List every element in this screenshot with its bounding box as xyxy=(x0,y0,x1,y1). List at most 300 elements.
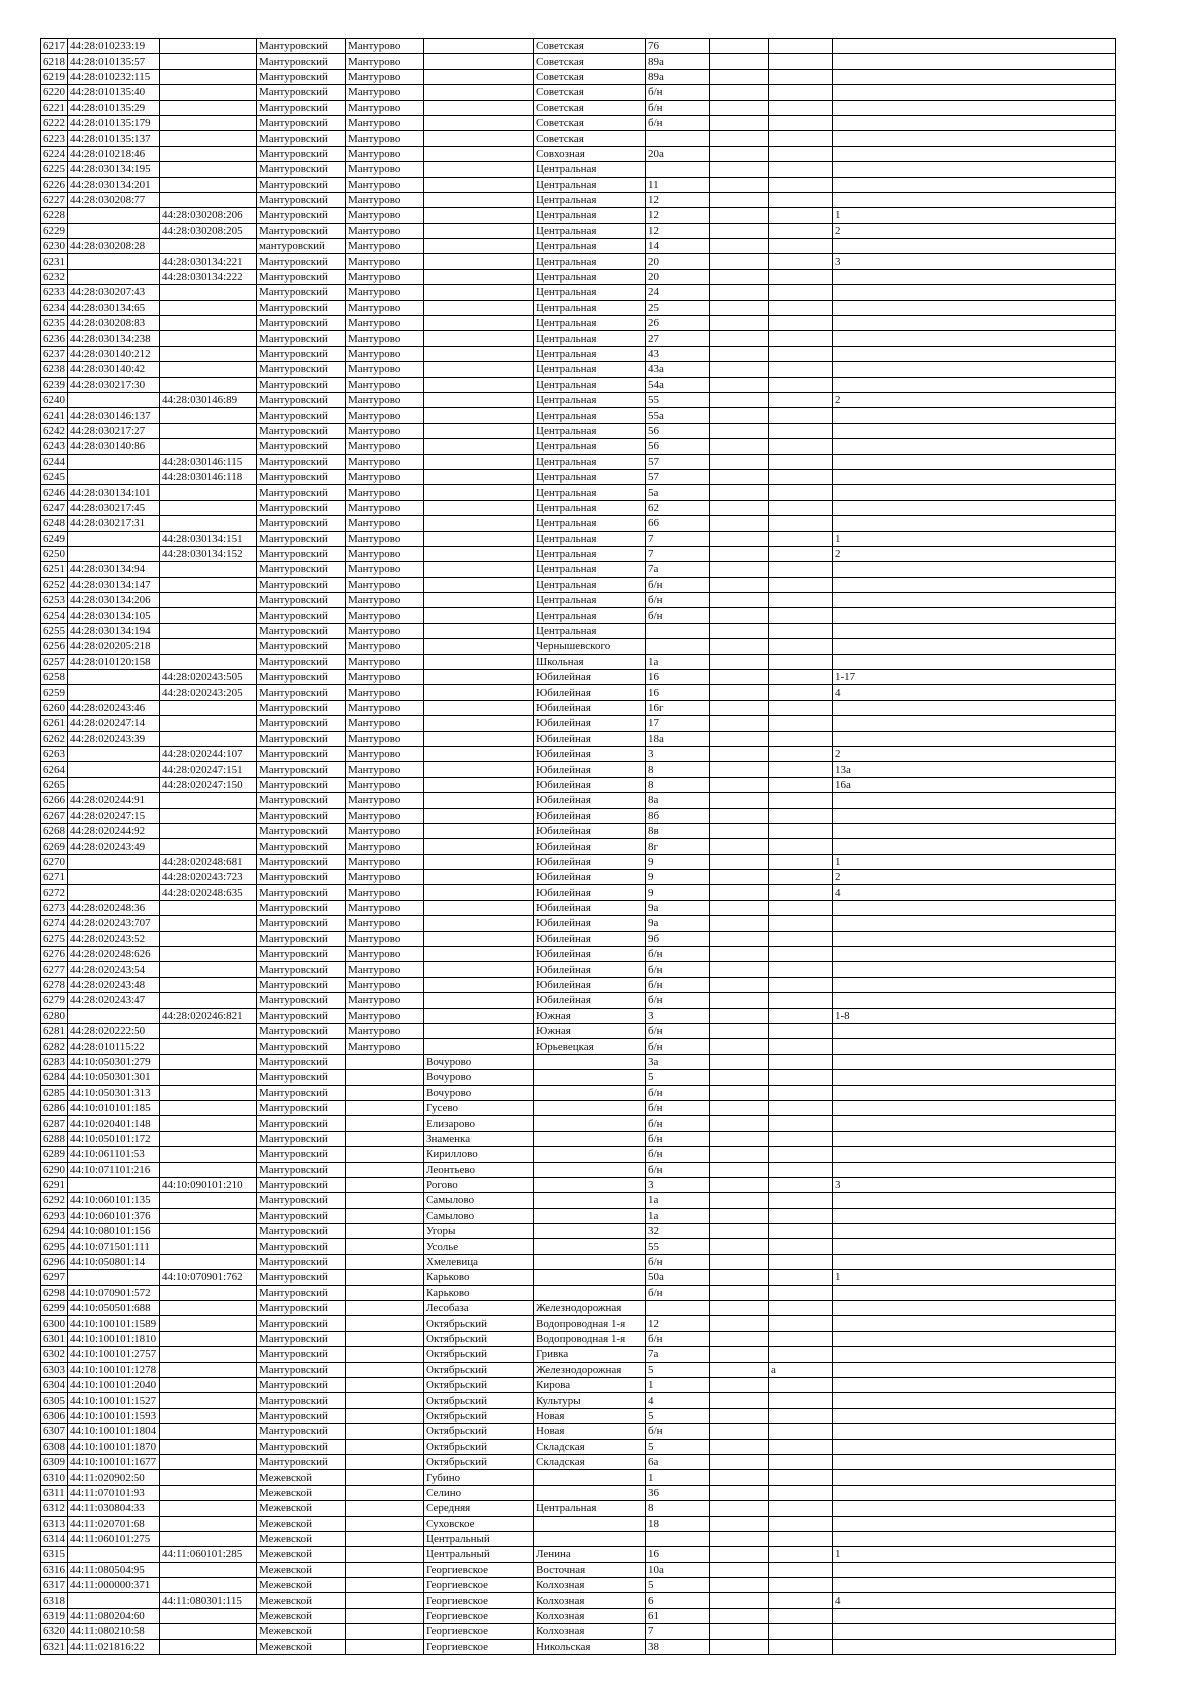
cadastral-number-cell xyxy=(68,454,160,469)
cadastral-number-cell: 44:28:010233:19 xyxy=(68,39,160,54)
street-cell xyxy=(534,1270,646,1285)
district-cell: Мантуровский xyxy=(257,1331,346,1346)
letter-cell xyxy=(769,39,833,54)
settlement-cell xyxy=(424,146,534,161)
city-cell: Мантурово xyxy=(346,239,424,254)
district-cell: Мантуровский xyxy=(257,608,346,623)
building-cell xyxy=(710,670,769,685)
cadastral-number-cell: 44:28:030217:45 xyxy=(68,500,160,515)
apartment-cell: 2 xyxy=(833,392,1116,407)
table-row xyxy=(41,146,1116,161)
parent-cadastral-cell: 44:28:020248:635 xyxy=(160,885,257,900)
row-number-cell: 6313 xyxy=(41,1516,68,1531)
building-cell xyxy=(710,1624,769,1639)
table-row xyxy=(41,1208,1116,1223)
building-cell xyxy=(710,762,769,777)
row-number-cell: 6296 xyxy=(41,1254,68,1269)
apartment-cell xyxy=(833,639,1116,654)
table-row xyxy=(41,408,1116,423)
table-row xyxy=(41,485,1116,500)
row-number-cell: 6255 xyxy=(41,623,68,638)
table-row xyxy=(41,1285,1116,1300)
table-row xyxy=(41,1147,1116,1162)
parent-cadastral-cell: 44:28:030146:89 xyxy=(160,392,257,407)
apartment-cell xyxy=(833,577,1116,592)
table-row xyxy=(41,1562,1116,1577)
settlement-cell xyxy=(424,716,534,731)
row-number-cell: 6249 xyxy=(41,531,68,546)
row-number-cell: 6245 xyxy=(41,469,68,484)
house-cell: 14 xyxy=(646,239,710,254)
building-cell xyxy=(710,54,769,69)
table-row xyxy=(41,192,1116,207)
street-cell xyxy=(534,1485,646,1500)
house-cell: б/н xyxy=(646,1024,710,1039)
row-number-cell: 6251 xyxy=(41,562,68,577)
cadastral-number-cell: 44:28:010115:22 xyxy=(68,1039,160,1054)
parent-cadastral-cell: 44:10:090101:210 xyxy=(160,1177,257,1192)
row-number-cell: 6295 xyxy=(41,1239,68,1254)
cadastral-number-cell: 44:11:080504:95 xyxy=(68,1562,160,1577)
building-cell xyxy=(710,977,769,992)
cadastral-number-cell: 44:28:030134:105 xyxy=(68,608,160,623)
row-number-cell: 6312 xyxy=(41,1501,68,1516)
cadastral-number-cell: 44:28:030134:65 xyxy=(68,300,160,315)
letter-cell xyxy=(769,762,833,777)
parent-cadastral-cell xyxy=(160,1224,257,1239)
street-cell: Центральная xyxy=(534,562,646,577)
apartment-cell xyxy=(833,1439,1116,1454)
house-cell: 50а xyxy=(646,1270,710,1285)
city-cell xyxy=(346,1085,424,1100)
table-row xyxy=(41,931,1116,946)
district-cell: Мантуровский xyxy=(257,500,346,515)
settlement-cell: Самылово xyxy=(424,1208,534,1223)
district-cell: Мантуровский xyxy=(257,54,346,69)
cadastral-number-cell xyxy=(68,1177,160,1192)
apartment-cell xyxy=(833,131,1116,146)
cadastral-number-cell xyxy=(68,392,160,407)
apartment-cell: 4 xyxy=(833,1593,1116,1608)
parent-cadastral-cell xyxy=(160,1624,257,1639)
apartment-cell xyxy=(833,1239,1116,1254)
settlement-cell: Центральный xyxy=(424,1547,534,1562)
street-cell: Центральная xyxy=(534,269,646,284)
street-cell xyxy=(534,1531,646,1546)
table-row xyxy=(41,1501,1116,1516)
building-cell xyxy=(710,700,769,715)
row-number-cell: 6259 xyxy=(41,685,68,700)
district-cell: Мантуровский xyxy=(257,546,346,561)
cadastral-number-cell: 44:28:010135:137 xyxy=(68,131,160,146)
letter-cell xyxy=(769,1439,833,1454)
registry-body xyxy=(41,39,1116,1655)
letter-cell xyxy=(769,439,833,454)
apartment-cell: 1-17 xyxy=(833,670,1116,685)
city-cell xyxy=(346,1424,424,1439)
district-cell: Мантуровский xyxy=(257,1377,346,1392)
building-cell xyxy=(710,1516,769,1531)
district-cell: Мантуровский xyxy=(257,839,346,854)
district-cell: Мантуровский xyxy=(257,454,346,469)
building-cell xyxy=(710,823,769,838)
letter-cell xyxy=(769,1070,833,1085)
house-cell: 38 xyxy=(646,1639,710,1654)
apartment-cell xyxy=(833,516,1116,531)
street-cell: Центральная xyxy=(534,408,646,423)
row-number-cell: 6319 xyxy=(41,1608,68,1623)
row-number-cell: 6277 xyxy=(41,962,68,977)
street-cell: Центральная xyxy=(534,546,646,561)
city-cell: Мантурово xyxy=(346,177,424,192)
city-cell: Мантурово xyxy=(346,839,424,854)
district-cell: Мантуровский xyxy=(257,208,346,223)
table-row xyxy=(41,762,1116,777)
building-cell xyxy=(710,1470,769,1485)
city-cell: Мантурово xyxy=(346,223,424,238)
apartment-cell xyxy=(833,1147,1116,1162)
cadastral-number-cell xyxy=(68,746,160,761)
apartment-cell: 2 xyxy=(833,746,1116,761)
district-cell: Межевской xyxy=(257,1547,346,1562)
house-cell: 1а xyxy=(646,654,710,669)
district-cell: Мантуровский xyxy=(257,947,346,962)
settlement-cell: Карьково xyxy=(424,1285,534,1300)
building-cell xyxy=(710,1439,769,1454)
city-cell: Мантурово xyxy=(346,1008,424,1023)
parent-cadastral-cell xyxy=(160,1316,257,1331)
letter-cell xyxy=(769,531,833,546)
apartment-cell xyxy=(833,1424,1116,1439)
settlement-cell: Октябрьский xyxy=(424,1362,534,1377)
building-cell xyxy=(710,577,769,592)
building-cell xyxy=(710,685,769,700)
apartment-cell xyxy=(833,115,1116,130)
city-cell xyxy=(346,1131,424,1146)
table-row xyxy=(41,100,1116,115)
settlement-cell xyxy=(424,777,534,792)
parent-cadastral-cell xyxy=(160,69,257,84)
settlement-cell xyxy=(424,623,534,638)
letter-cell xyxy=(769,1331,833,1346)
settlement-cell xyxy=(424,746,534,761)
street-cell: Советская xyxy=(534,54,646,69)
table-row xyxy=(41,54,1116,69)
row-number-cell: 6286 xyxy=(41,1100,68,1115)
district-cell: Мантуровский xyxy=(257,269,346,284)
street-cell xyxy=(534,1470,646,1485)
table-row xyxy=(41,1239,1116,1254)
parent-cadastral-cell: 44:28:030208:205 xyxy=(160,223,257,238)
street-cell: Гривка xyxy=(534,1347,646,1362)
house-cell: 56 xyxy=(646,439,710,454)
city-cell: Мантурово xyxy=(346,593,424,608)
house-cell: 4 xyxy=(646,1393,710,1408)
cadastral-number-cell: 44:11:000000:371 xyxy=(68,1578,160,1593)
street-cell xyxy=(534,1162,646,1177)
city-cell xyxy=(346,1393,424,1408)
district-cell: Мантуровский xyxy=(257,439,346,454)
cadastral-number-cell: 44:28:030140:42 xyxy=(68,362,160,377)
cadastral-number-cell: 44:10:050301:301 xyxy=(68,1070,160,1085)
house-cell: 8г xyxy=(646,839,710,854)
row-number-cell: 6282 xyxy=(41,1039,68,1054)
letter-cell xyxy=(769,69,833,84)
parent-cadastral-cell: 44:28:020247:150 xyxy=(160,777,257,792)
cadastral-number-cell: 44:28:030134:206 xyxy=(68,593,160,608)
parent-cadastral-cell xyxy=(160,377,257,392)
row-number-cell: 6292 xyxy=(41,1193,68,1208)
cadastral-number-cell: 44:10:100101:1677 xyxy=(68,1454,160,1469)
district-cell: Мантуровский xyxy=(257,962,346,977)
table-row xyxy=(41,1254,1116,1269)
apartment-cell xyxy=(833,562,1116,577)
parent-cadastral-cell xyxy=(160,1393,257,1408)
letter-cell xyxy=(769,1408,833,1423)
apartment-cell xyxy=(833,192,1116,207)
parent-cadastral-cell xyxy=(160,900,257,915)
street-cell xyxy=(534,1193,646,1208)
apartment-cell xyxy=(833,362,1116,377)
settlement-cell xyxy=(424,285,534,300)
building-cell xyxy=(710,593,769,608)
city-cell: Мантурово xyxy=(346,1039,424,1054)
apartment-cell xyxy=(833,839,1116,854)
district-cell: Межевской xyxy=(257,1593,346,1608)
district-cell: Мантуровский xyxy=(257,593,346,608)
house-cell xyxy=(646,162,710,177)
city-cell: Мантурово xyxy=(346,916,424,931)
apartment-cell xyxy=(833,654,1116,669)
house-cell: 17 xyxy=(646,716,710,731)
building-cell xyxy=(710,900,769,915)
apartment-cell: 2 xyxy=(833,870,1116,885)
apartment-cell xyxy=(833,239,1116,254)
building-cell xyxy=(710,39,769,54)
cadastral-number-cell: 44:10:100101:1870 xyxy=(68,1439,160,1454)
apartment-cell xyxy=(833,85,1116,100)
district-cell: Мантуровский xyxy=(257,346,346,361)
table-row xyxy=(41,516,1116,531)
row-number-cell: 6320 xyxy=(41,1624,68,1639)
district-cell: Межевской xyxy=(257,1624,346,1639)
settlement-cell xyxy=(424,885,534,900)
house-cell: 8 xyxy=(646,762,710,777)
letter-cell xyxy=(769,346,833,361)
letter-cell xyxy=(769,870,833,885)
district-cell: Мантуровский xyxy=(257,331,346,346)
apartment-cell xyxy=(833,1100,1116,1115)
settlement-cell xyxy=(424,39,534,54)
building-cell xyxy=(710,85,769,100)
parent-cadastral-cell xyxy=(160,177,257,192)
letter-cell xyxy=(769,54,833,69)
settlement-cell: Георгиевское xyxy=(424,1578,534,1593)
district-cell: Мантуровский xyxy=(257,670,346,685)
street-cell: Центральная xyxy=(534,423,646,438)
letter-cell xyxy=(769,1239,833,1254)
house-cell: 32 xyxy=(646,1224,710,1239)
table-row xyxy=(41,1393,1116,1408)
cadastral-number-cell: 44:28:010232:115 xyxy=(68,69,160,84)
parent-cadastral-cell xyxy=(160,300,257,315)
settlement-cell xyxy=(424,608,534,623)
house-cell: 5 xyxy=(646,1362,710,1377)
city-cell: Мантурово xyxy=(346,639,424,654)
settlement-cell: Елизарово xyxy=(424,1116,534,1131)
district-cell: Межевской xyxy=(257,1516,346,1531)
district-cell: Мантуровский xyxy=(257,316,346,331)
apartment-cell xyxy=(833,408,1116,423)
district-cell: Мантуровский xyxy=(257,762,346,777)
settlement-cell: Самылово xyxy=(424,1193,534,1208)
street-cell: Железнодорожная xyxy=(534,1362,646,1377)
table-row xyxy=(41,639,1116,654)
settlement-cell: Вочурово xyxy=(424,1085,534,1100)
street-cell: Водопроводная 1-я xyxy=(534,1331,646,1346)
street-cell: Юбилейная xyxy=(534,777,646,792)
city-cell xyxy=(346,1531,424,1546)
table-row xyxy=(41,608,1116,623)
cadastral-number-cell: 44:28:020243:54 xyxy=(68,962,160,977)
row-number-cell: 6241 xyxy=(41,408,68,423)
building-cell xyxy=(710,1270,769,1285)
cadastral-number-cell: 44:11:080204:60 xyxy=(68,1608,160,1623)
settlement-cell: Октябрьский xyxy=(424,1316,534,1331)
apartment-cell: 3 xyxy=(833,254,1116,269)
parent-cadastral-cell xyxy=(160,408,257,423)
table-row xyxy=(41,1424,1116,1439)
cadastral-number-cell xyxy=(68,685,160,700)
street-cell: Советская xyxy=(534,39,646,54)
table-row xyxy=(41,716,1116,731)
district-cell: Мантуровский xyxy=(257,823,346,838)
house-cell: 8а xyxy=(646,793,710,808)
house-cell: 7а xyxy=(646,1347,710,1362)
letter-cell xyxy=(769,900,833,915)
apartment-cell xyxy=(833,608,1116,623)
district-cell: Мантуровский xyxy=(257,254,346,269)
building-cell xyxy=(710,1424,769,1439)
street-cell: Совхозная xyxy=(534,146,646,161)
district-cell: Мантуровский xyxy=(257,977,346,992)
letter-cell xyxy=(769,685,833,700)
settlement-cell xyxy=(424,993,534,1008)
street-cell: Центральная xyxy=(534,331,646,346)
settlement-cell xyxy=(424,439,534,454)
street-cell: Чернышевского xyxy=(534,639,646,654)
table-row xyxy=(41,208,1116,223)
house-cell: 54а xyxy=(646,377,710,392)
district-cell: Мантуровский xyxy=(257,1162,346,1177)
street-cell: Центральная xyxy=(534,300,646,315)
building-cell xyxy=(710,1501,769,1516)
table-row xyxy=(41,1531,1116,1546)
letter-cell xyxy=(769,1454,833,1469)
parent-cadastral-cell: 44:28:020243:205 xyxy=(160,685,257,700)
street-cell: Юбилейная xyxy=(534,962,646,977)
settlement-cell xyxy=(424,531,534,546)
street-cell: Юбилейная xyxy=(534,993,646,1008)
street-cell: Никольская xyxy=(534,1639,646,1654)
row-number-cell: 6217 xyxy=(41,39,68,54)
district-cell: Мантуровский xyxy=(257,716,346,731)
table-row xyxy=(41,531,1116,546)
letter-cell xyxy=(769,500,833,515)
district-cell: Межевской xyxy=(257,1470,346,1485)
cadastral-number-cell: 44:28:020243:49 xyxy=(68,839,160,854)
street-cell: Колхозная xyxy=(534,1608,646,1623)
table-row xyxy=(41,1439,1116,1454)
apartment-cell xyxy=(833,900,1116,915)
building-cell xyxy=(710,362,769,377)
house-cell: 16г xyxy=(646,700,710,715)
district-cell: Мантуровский xyxy=(257,623,346,638)
district-cell: Мантуровский xyxy=(257,1054,346,1069)
parent-cadastral-cell xyxy=(160,1485,257,1500)
table-row xyxy=(41,1301,1116,1316)
cadastral-number-cell: 44:28:030134:238 xyxy=(68,331,160,346)
district-cell: Мантуровский xyxy=(257,854,346,869)
district-cell: Мантуровский xyxy=(257,808,346,823)
city-cell: Мантурово xyxy=(346,423,424,438)
row-number-cell: 6242 xyxy=(41,423,68,438)
apartment-cell: 4 xyxy=(833,885,1116,900)
city-cell: Мантурово xyxy=(346,115,424,130)
cadastral-number-cell: 44:11:060101:275 xyxy=(68,1531,160,1546)
settlement-cell xyxy=(424,546,534,561)
city-cell xyxy=(346,1593,424,1608)
street-cell: Центральная xyxy=(534,1501,646,1516)
district-cell: Мантуровский xyxy=(257,900,346,915)
city-cell: Мантурово xyxy=(346,316,424,331)
parent-cadastral-cell: 44:11:080301:115 xyxy=(160,1593,257,1608)
cadastral-number-cell xyxy=(68,1008,160,1023)
street-cell: Юбилейная xyxy=(534,685,646,700)
cadastral-number-cell: 44:11:080210:58 xyxy=(68,1624,160,1639)
row-number-cell: 6294 xyxy=(41,1224,68,1239)
cadastral-number-cell: 44:28:020243:707 xyxy=(68,916,160,931)
settlement-cell xyxy=(424,731,534,746)
row-number-cell: 6301 xyxy=(41,1331,68,1346)
building-cell xyxy=(710,223,769,238)
street-cell: Центральная xyxy=(534,485,646,500)
cadastral-number-cell: 44:28:030146:137 xyxy=(68,408,160,423)
city-cell: Мантурово xyxy=(346,885,424,900)
house-cell: б/н xyxy=(646,1162,710,1177)
parent-cadastral-cell xyxy=(160,1162,257,1177)
city-cell xyxy=(346,1639,424,1654)
house-cell: 61 xyxy=(646,1608,710,1623)
house-cell: б/н xyxy=(646,1085,710,1100)
parent-cadastral-cell: 44:28:030134:221 xyxy=(160,254,257,269)
row-number-cell: 6299 xyxy=(41,1301,68,1316)
district-cell: Мантуровский xyxy=(257,777,346,792)
settlement-cell xyxy=(424,1008,534,1023)
street-cell: Центральная xyxy=(534,285,646,300)
city-cell xyxy=(346,1100,424,1115)
apartment-cell xyxy=(833,1224,1116,1239)
table-row xyxy=(41,1100,1116,1115)
street-cell: Школьная xyxy=(534,654,646,669)
settlement-cell: Октябрьский xyxy=(424,1424,534,1439)
building-cell xyxy=(710,531,769,546)
building-cell xyxy=(710,1070,769,1085)
row-number-cell: 6250 xyxy=(41,546,68,561)
letter-cell xyxy=(769,1639,833,1654)
building-cell xyxy=(710,254,769,269)
street-cell: Центральная xyxy=(534,608,646,623)
